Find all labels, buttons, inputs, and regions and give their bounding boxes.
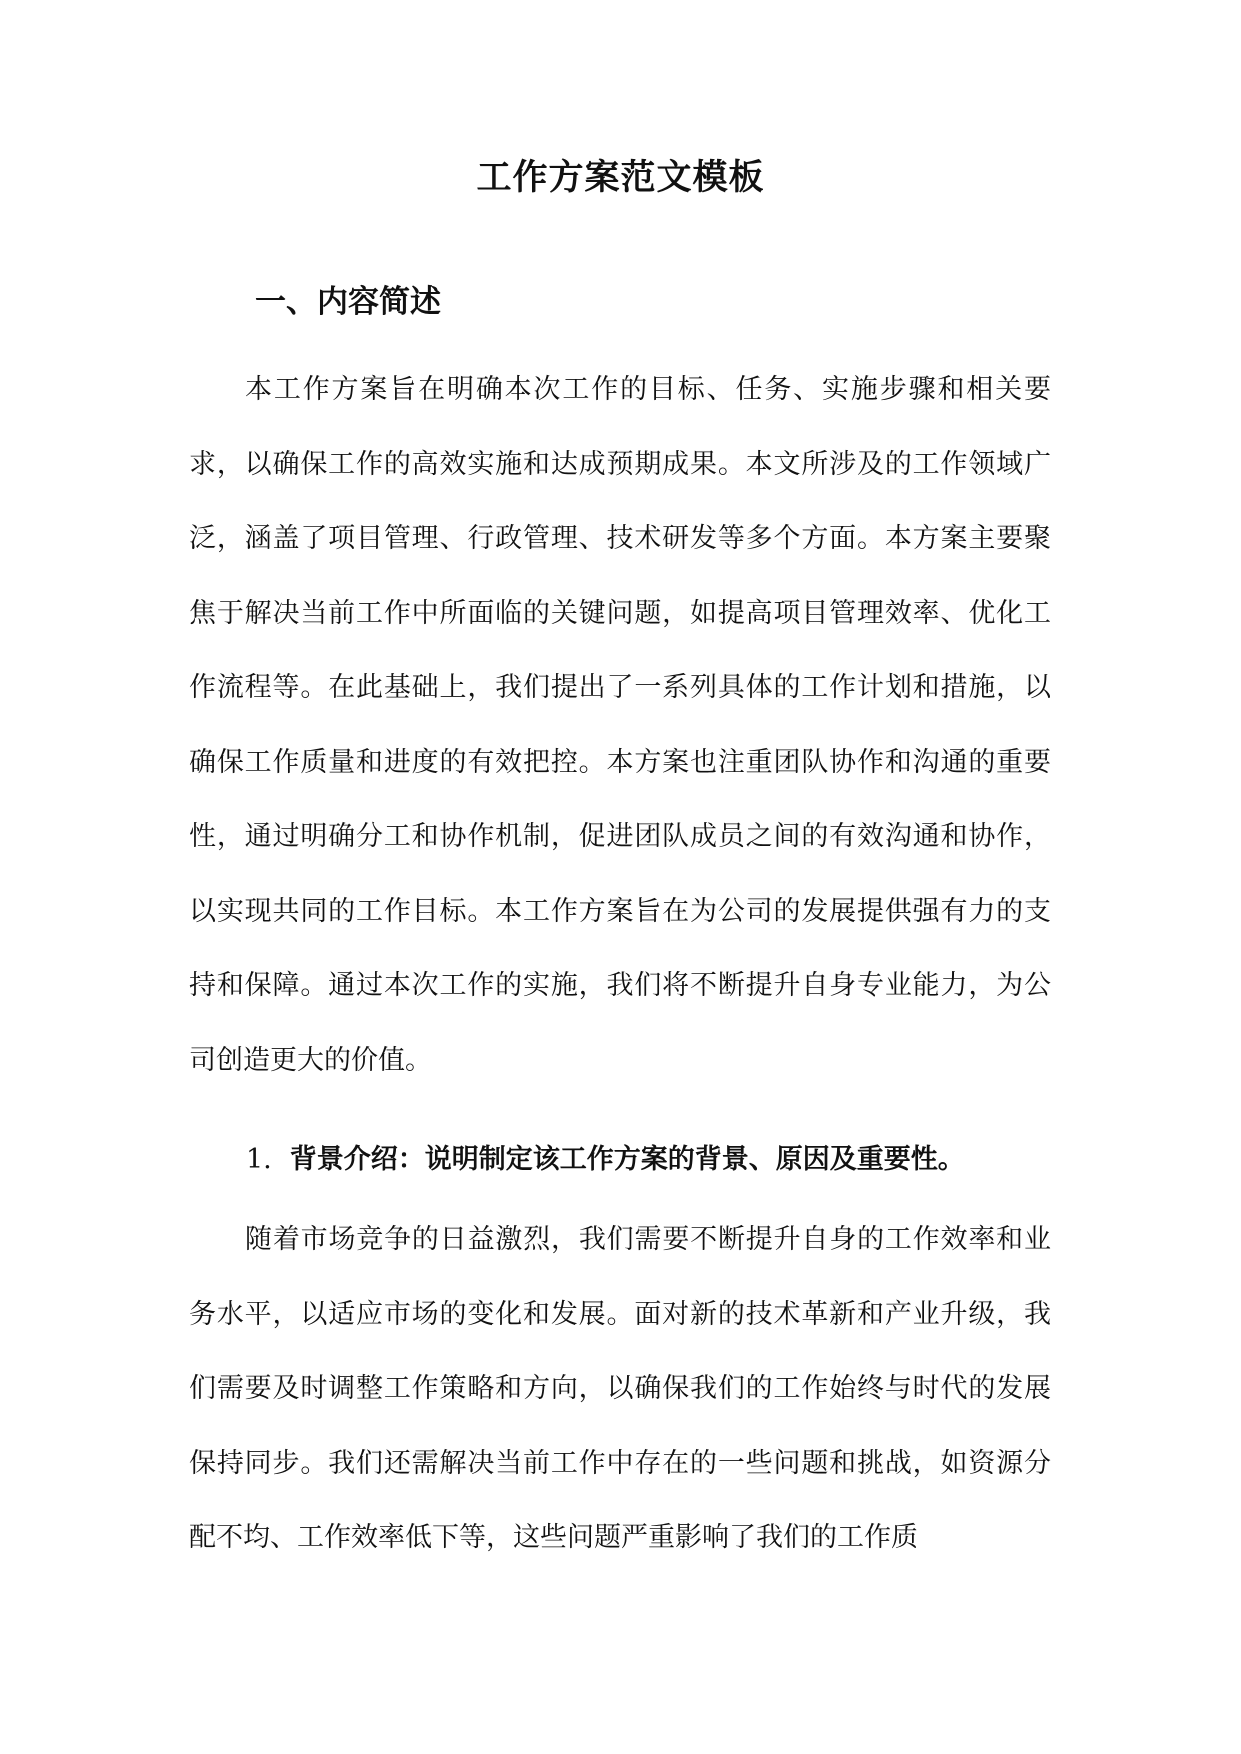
section-heading-summary: 一、内容简述 [255,284,441,320]
document-title: 工作方案范文模板 [476,157,765,198]
subsection-heading-background [246,1138,965,1182]
subsection-number: 1. [246,1144,272,1175]
background-paragraph: 随着市场竞争的日益激烈，我们需要不断提升自身的工作效率和业务水平，以适应市场的变化和发展。面对新的技术革新和产业升级，我们需要及时调整工作策略和方向，以确保我们的工作始终与时代的发展保持同步。我们还需解决当前工作中存在的一些问题和挑战，如资源分配不均、工作效率低下等，这些问题严重影响了我们的工作质 [189,1224,1051,1553]
subsection-heading-text: 背景介绍：说明制定该工作方案的背景、原因及重要性。 [289,1144,965,1175]
summary-paragraph: 本工作方案旨在明确本次工作的目标、任务、实施步骤和相关要求，以确保工作的高效实施和达成预期成果。本文所涉及的工作领域广泛，涵盖了项目管理、行政管理、技术研发等多个方面。本方案主要聚焦于解决当前工作中所面临的关键问题，如提高项目管理效率、优化工作流程等。在此基础上，我们提出了一系列具体的工作计划和措施，以确保工作质量和进度的有效把控。本方案也注重团队协作和沟通的重要性，通过明确分工和协作机制，促进团队成员之间的有效沟通和协作，以实现共同的工作目标。本工作方案旨在为公司的发展提供强有力的支持和保障。通过本次工作的实施，我们将不断提升自身专业能力，为公司创造更大的价值。 [189,374,1051,1076]
